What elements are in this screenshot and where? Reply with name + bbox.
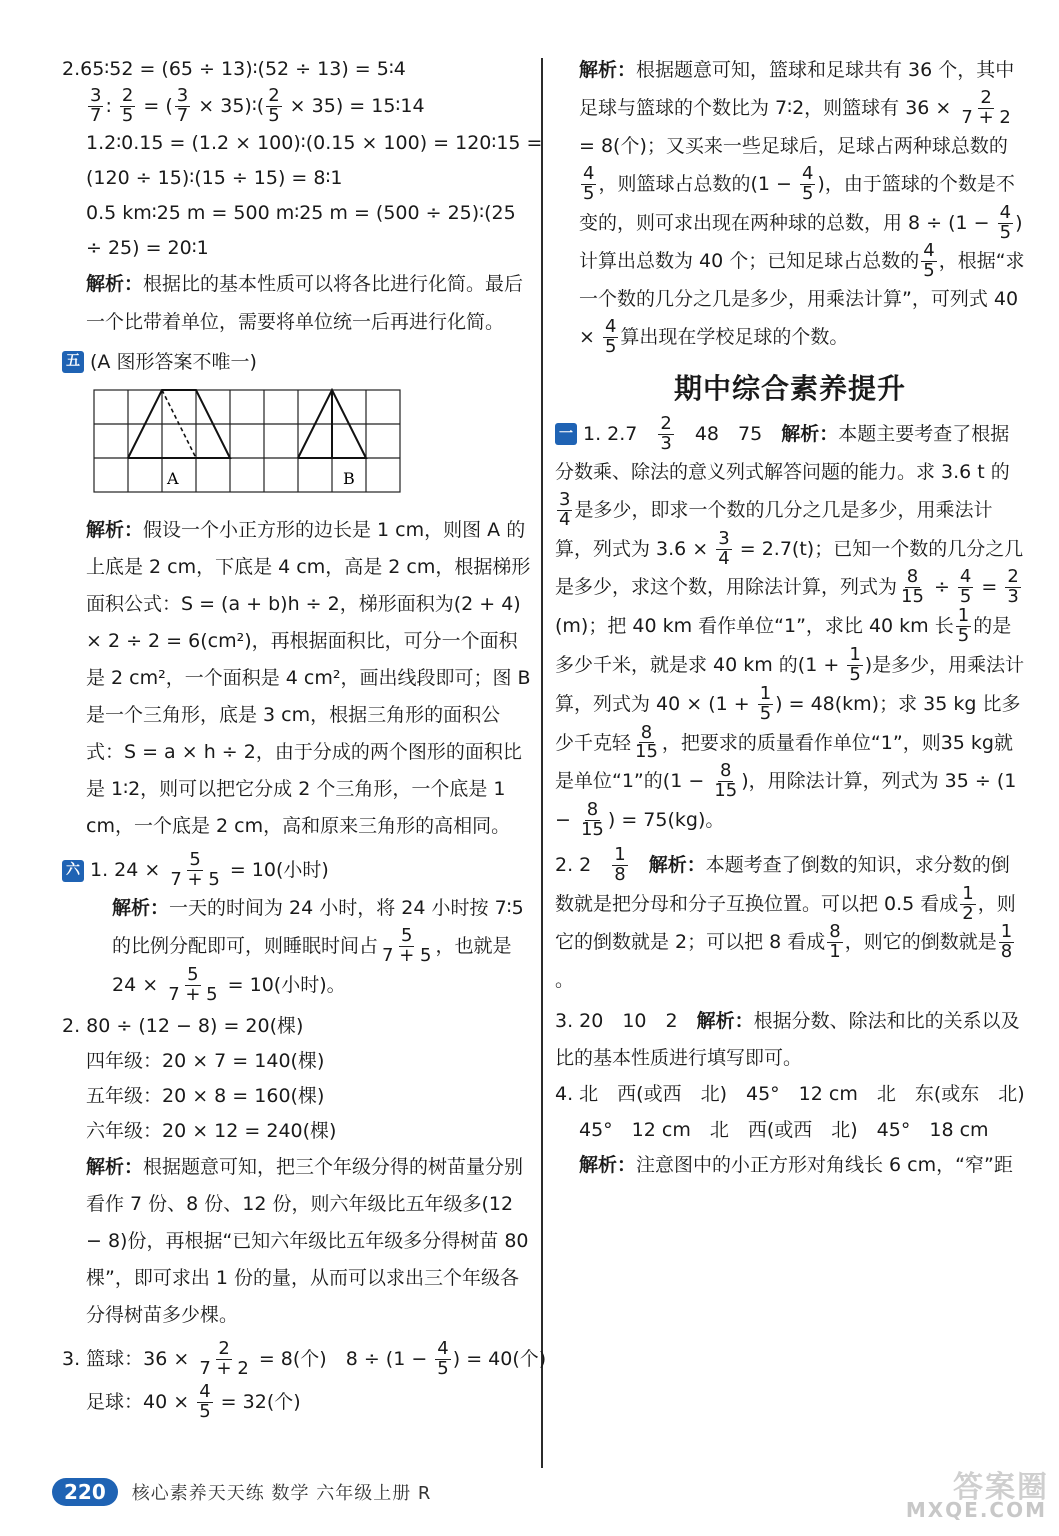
analysis-paragraph: 解析：根据比的基本性质可以将各比进行化简。最后一个比带着单位，需要将单位统一后再进行化简。 bbox=[86, 273, 524, 333]
fraction: $\frac{8}{15}$ bbox=[580, 799, 604, 841]
analysis-paragraph: 3. 20 10 2 解析：根据分数、除法和比的关系以及比的基本性质进行填写即可。 bbox=[555, 1010, 1020, 1070]
fraction: $\frac{8}{15}$ bbox=[714, 760, 738, 802]
answer-line: 六年级：20 × 12 = 240(棵) bbox=[86, 1119, 337, 1142]
fraction: $\frac{8}{15}$ bbox=[901, 566, 924, 608]
analysis-paragraph: 解析：注意图中的小正方形对角线长 6 cm，“窄”距 bbox=[579, 1153, 1013, 1176]
analysis-paragraph: 解析：一天的时间为 24 小时，将 24 小时按 7∶5的比例分配即可，则睡眠时间占 $\frac{5}{7 + 5}$ ，也就是 24 × $\frac{5}{7 + 5}$ = 10(小时)。 bbox=[112, 896, 524, 1005]
analysis-paragraph: 解析：假设一个小正方形的边长是 1 cm，则图 A 的上底是 2 cm，下底是 4 cm，高是 2 cm，根据梯形面积公式：S = (a + b)h ÷ 2，梯形面积为(2 + 4) × 2 ÷ 2 = 6(cm²)，再根据面积比，可分一个面积是 2 cm²，一个面积是 4 cm²，画出线段即可；图 B 是一个三角形，底是 3 cm，根据三角形的面积公式：S = a × h ÷ 2，由于分成的两个图形的面积比是 1∶2，则可以把它分成 2 个三角形，一个底是 1 cm，一个底是 2 cm，高和原来三角形的高相同。 bbox=[86, 518, 531, 838]
fraction: $\frac{4}{5}$ bbox=[604, 316, 617, 358]
answer-line: 1.2∶0.15 = (1.2 × 100)∶(0.15 × 100) = 120∶15 = bbox=[86, 131, 543, 154]
fraction: $\frac{4}{5}$ bbox=[801, 162, 814, 204]
fraction: $\frac{5}{7 + 5}$ bbox=[382, 924, 432, 966]
answer-line: 五年级：20 × 8 = 160(棵) bbox=[86, 1084, 325, 1107]
fraction: $\frac{4}{5}$ bbox=[959, 566, 972, 608]
book-title: 核心素养天天练 数学 六年级上册 R bbox=[131, 1483, 432, 1504]
section-title: 期中综合素养提升 bbox=[673, 372, 906, 406]
page-number: 220 bbox=[52, 1478, 118, 1506]
section-six-icon: 六 bbox=[62, 860, 84, 882]
fraction: $\frac{1}{8}$ bbox=[1000, 921, 1013, 963]
answer-line: 4. 北 西(或西 北) 45° 12 cm 北 东(或东 北) bbox=[555, 1083, 1025, 1106]
answer-line: 2.65∶52 = (65 ÷ 13)∶(52 ÷ 13) = 5∶4 bbox=[62, 58, 406, 80]
fraction: $\frac{3}{4}$ bbox=[559, 488, 571, 530]
analysis-paragraph: 解析：根据题意可知，篮球和足球共有 36 个，其中足球与篮球的个数比为 7∶2，则篮球有 36 × $\frac{2}{7 + 2}$ = 8(个)；又买来一些足球后，足球占两种球总数的 $\frac{4}{5}$ ，则篮球占总数的(1 − $\frac{4}{5}$ )，由于篮球的个数是不变的，则可求出现在两种球的总数，用 8 ÷ (1 − $\frac{4}{5}$ )计算出总数为 40 个；已知足球占总数的 $\frac{4}{5}$ ，根据“求一个数的几分之几是多少，用乘法计算”，可列式 40 × $\frac{4}{5}$ 算出现在学校足球的个数。 bbox=[579, 59, 1025, 358]
fraction: $\frac{2}{7 + 2}$ bbox=[199, 1338, 249, 1380]
fraction: $\frac{4}{5}$ bbox=[199, 1381, 211, 1422]
answer-line: 四年级：20 × 7 = 140(棵) bbox=[86, 1049, 325, 1072]
answer-line: (120 ÷ 15)∶(15 ÷ 15) = 8∶1 bbox=[86, 167, 343, 190]
fraction: $\frac{1}{8}$ bbox=[614, 843, 626, 885]
fraction: $\frac{1}{5}$ bbox=[759, 682, 772, 724]
fraction: $\frac{2}{5}$ bbox=[268, 85, 280, 127]
fraction: $\frac{2}{3}$ bbox=[660, 413, 672, 454]
answer-line: 3. 篮球：36 × $\frac{2}{7 + 2}$ = 8(个) 8 ÷ (1 − $\frac{4}{5}$ ) = 40(个) bbox=[62, 1338, 547, 1380]
analysis-paragraph: 一 1. 2.7 $\frac{2}{3}$ 48 75 解析：本题主要考查了根据分数乘、除法的意义列式解答问题的能力。求 3.6 t 的 $\frac{3}{4}$ 是多少，即求一个数的几分之几是多少，用乘法计算，列式为 3.6 × $\frac{3}{4}$ = 2.7(t)；已知一个数的几分之几是多少，求这个数，用除法计算，列式为 $\frac{8}{15}$ ÷ $\frac{4}{5}$ = $\frac{2}{3}$ (m)；把 40 km 看作单位“1”，求比 40 km 长 $\frac{1}{5}$ 的是多少千米，就是求 40 km 的(1 + $\frac{1}{5}$ )是多少，用乘法计算，列式为 40 × (1 + $\frac{1}{5}$ ) = 48(km)；求 35 kg 比多少千克轻 $\frac{8}{15}$ ，把要求的质量看作单位“1”，则35 kg就是单位“1”的(1 − $\frac{8}{15}$ )，用除法计算，列式为 35 ÷ (1 − $\frac{8}{15}$ ) = 75(kg)。 bbox=[555, 413, 1025, 841]
analysis-paragraph: 解析：根据题意可知，把三个年级分得的树苗量分别看作 7 份、8 份、12 份，则六年级比五年级多(12 − 8)份，再根据“已知六年级比五年级多分得树苗 80 棵”，即可求出 1 份的量，从而可以求出三个年级各分得树苗多少棵。 bbox=[86, 1156, 529, 1327]
section-five-icon: 五 bbox=[62, 351, 84, 373]
fraction: $\frac{1}{5}$ bbox=[849, 644, 861, 685]
left-column bbox=[62, 52, 547, 1422]
grid-figure bbox=[92, 388, 534, 502]
analysis-paragraph: 2. 2 $\frac{1}{8}$ 解析：本题考查了倒数的知识，求分数的倒数就是把分母和分子互换位置。可以把 0.5 看成 $\frac{1}{2}$ ，则它的倒数就是 2；可以把 8 看成 $\frac{8}{1}$ ，则它的倒数就是 $\frac{1}{8}$ 。 bbox=[555, 843, 1016, 992]
fraction: $\frac{8}{15}$ bbox=[635, 721, 658, 763]
grid-diagram bbox=[92, 388, 404, 498]
right-column bbox=[555, 52, 1025, 1183]
answer-line: ÷ 25) = 20∶1 bbox=[86, 237, 209, 260]
watermark-logo: 答案圈 bbox=[953, 1470, 1049, 1505]
watermark-url: MXQE.COM bbox=[905, 1498, 1047, 1522]
answer-line: 六 1. 24 × $\frac{5}{7 + 5}$ = 10(小时) bbox=[62, 851, 534, 890]
answer-line: 足球：40 × $\frac{4}{5}$ = 32(个) bbox=[86, 1381, 301, 1422]
fraction: $\frac{3}{4}$ bbox=[718, 527, 730, 569]
answer-line: 0.5 km∶25 m = 500 m∶25 m = (500 ÷ 25)∶(25 bbox=[86, 202, 516, 225]
fraction: $\frac{4}{5}$ bbox=[437, 1338, 449, 1380]
answer-line: $\frac{3}{7}$ : $\frac{2}{5}$ = ( $\frac{3}{7}$ × 35)∶( $\frac{2}{5}$ × 35) = 15∶14 bbox=[90, 85, 425, 127]
fraction: $\frac{2}{3}$ bbox=[1007, 566, 1019, 608]
answer-line: 45° 12 cm 北 西(或西 北) 45° 18 cm bbox=[579, 1118, 989, 1141]
page-footer bbox=[52, 1478, 431, 1506]
fraction: $\frac{5}{7 + 5}$ bbox=[170, 849, 220, 891]
fraction: $\frac{3}{7}$ bbox=[176, 85, 189, 127]
fraction: $\frac{4}{5}$ bbox=[923, 240, 935, 282]
fraction: $\frac{5}{7 + 5}$ bbox=[168, 963, 218, 1005]
fraction: $\frac{2}{7 + 2}$ bbox=[961, 87, 1011, 128]
answer-line: 2. 80 ÷ (12 − 8) = 20(棵) bbox=[62, 1014, 304, 1037]
fraction: $\frac{4}{5}$ bbox=[583, 162, 595, 204]
fraction: $\frac{8}{1}$ bbox=[829, 921, 841, 963]
fraction: $\frac{2}{5}$ bbox=[121, 85, 134, 127]
fraction: $\frac{1}{5}$ bbox=[957, 605, 970, 647]
fraction: $\frac{4}{5}$ bbox=[999, 201, 1012, 243]
fraction: $\frac{3}{7}$ bbox=[90, 85, 102, 127]
section-one-icon: 一 bbox=[555, 423, 577, 445]
section-header: 五 (A 图形答案不唯一) bbox=[62, 345, 534, 380]
label-a: A bbox=[167, 468, 179, 488]
fraction: $\frac{1}{2}$ bbox=[962, 882, 974, 924]
label-b: B bbox=[343, 468, 355, 488]
column-divider bbox=[541, 58, 543, 1468]
